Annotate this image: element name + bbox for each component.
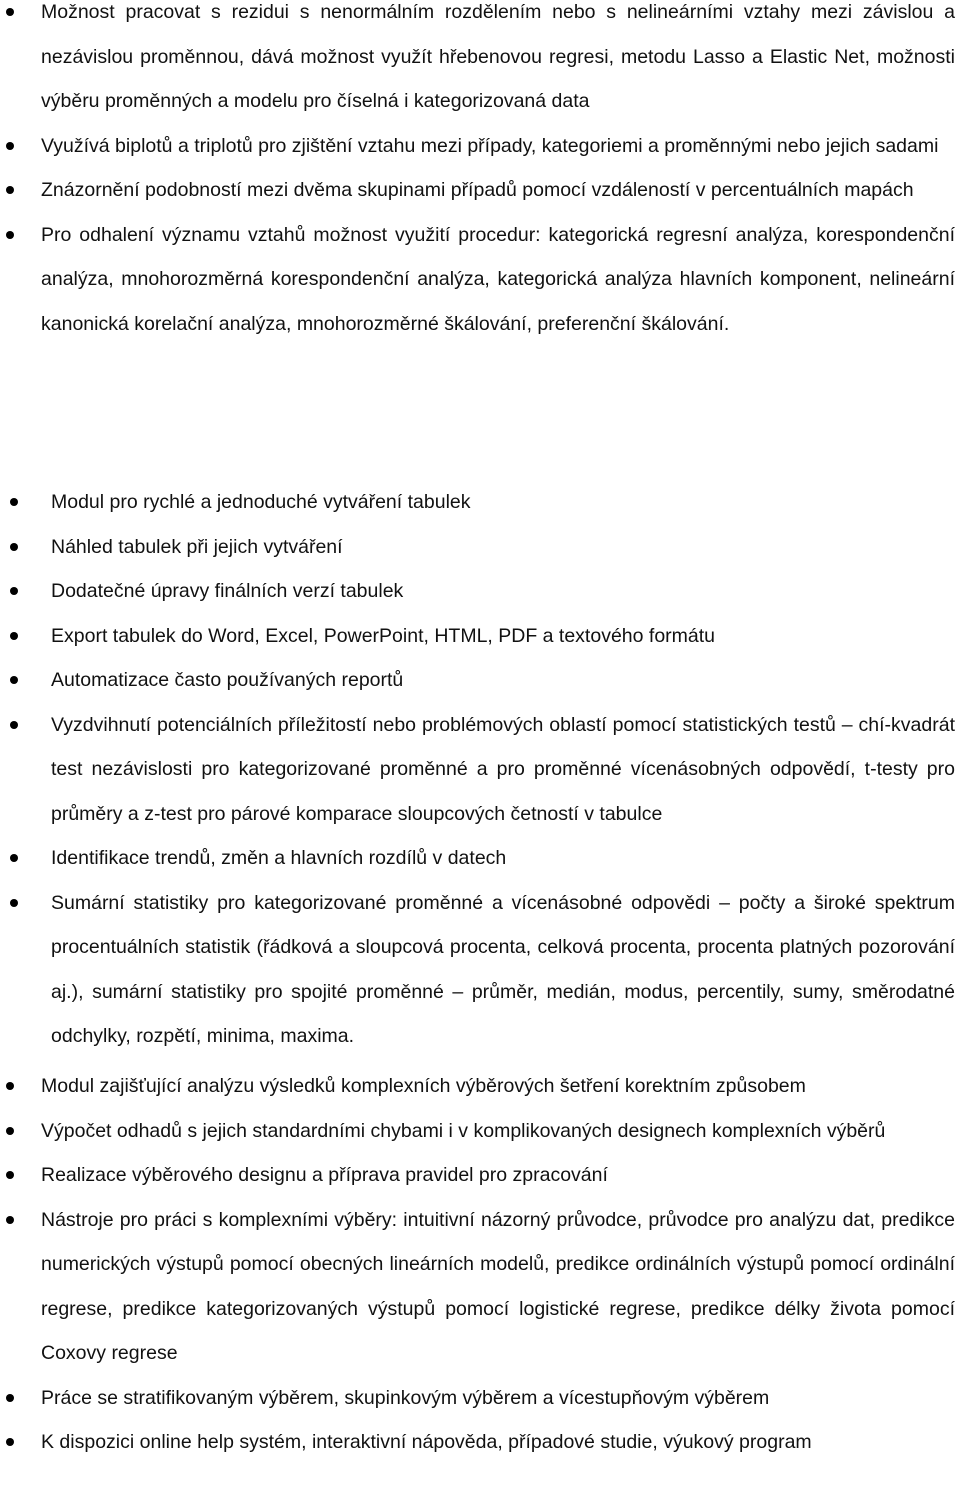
list-item bbox=[0, 1109, 960, 1154]
bullet-list-tables-module bbox=[0, 480, 960, 1059]
list-item-text: Realizace výběrového designu a příprava pravidel pro zpracování bbox=[41, 1164, 608, 1186]
list-item bbox=[0, 480, 960, 525]
list-item-text: Náhled tabulek při jejich vytváření bbox=[51, 535, 343, 558]
bullet-icon bbox=[6, 231, 14, 239]
list-item bbox=[0, 1198, 960, 1376]
list-item-text: Výpočet odhadů s jejich standardními chybami i v komplikovaných designech komplexních výběrů bbox=[41, 1119, 886, 1142]
list-item bbox=[0, 658, 960, 703]
list-item bbox=[0, 1376, 960, 1421]
list-item bbox=[0, 213, 960, 347]
bullet-icon bbox=[6, 1082, 14, 1090]
list-item bbox=[0, 525, 960, 570]
list-item bbox=[0, 836, 960, 881]
bullet-icon bbox=[6, 142, 14, 150]
bullet-icon bbox=[6, 1394, 14, 1402]
list-item bbox=[0, 881, 960, 1059]
list-item-text: Vyzdvihnutí potenciálních příležitostí nebo problémových oblastí pomocí statistických testů – chí-kvadrát test nezávislosti pro kategorizované proměnné a pro proměnné vícenásobných odpovědí, t-testy pro průměry a z-test pro párové komparace sloupcových četností v tabulce bbox=[51, 713, 955, 825]
bullet-icon bbox=[6, 1127, 14, 1135]
bullet-icon bbox=[6, 186, 14, 194]
bullet-icon bbox=[10, 721, 18, 729]
list-item bbox=[0, 168, 960, 213]
list-item-text: K dispozici online help systém, interaktivní nápověda, případové studie, výukový program bbox=[41, 1431, 812, 1453]
list-item-text: Nástroje pro práci s komplexními výběry: intuitivní názorný průvodce, průvodce pro analýzu dat, predikce numerických výstupů pomocí obecných lineárních modelů, predikce ordinálních výstupů pomocí ordinální regrese, predikce kategorizovaných výstupů pomocí logistické regrese, predikce délky života pomocí Coxovy regrese bbox=[41, 1208, 955, 1364]
list-item bbox=[0, 0, 960, 124]
list-item-text: Pro odhalení významu vztahů možnost využití procedur: kategorická regresní analýza, korespondenční analýza, mnohorozměrná korespondenční analýza, kategorická analýza hlavních komponent, nelineární kanonická korelační analýza, mnohorozměrné škálování, preferenční škálování. bbox=[41, 223, 955, 335]
bullet-icon bbox=[10, 854, 18, 862]
list-item-text: Možnost pracovat s rezidui s nenormálním rozdělením nebo s nelineárními vztahy mezi závislou a nezávislou proměnnou, dává možnost využít hřebenovou regresi, metodu Lasso a Elastic Net, možnosti výběru proměnných a modelu pro číselná i kategorizovaná data bbox=[41, 1, 955, 112]
bullet-list-complex-samples bbox=[0, 1064, 960, 1465]
list-item bbox=[0, 1153, 960, 1198]
bullet-icon bbox=[10, 676, 18, 684]
bullet-list-methods bbox=[0, 0, 960, 346]
bullet-icon bbox=[10, 498, 18, 506]
bullet-icon bbox=[10, 632, 18, 640]
list-item bbox=[0, 703, 960, 837]
list-item bbox=[0, 569, 960, 614]
list-item-text: Znázornění podobností mezi dvěma skupinami případů pomocí vzdáleností v percentuálních mapách bbox=[41, 179, 914, 201]
list-item-text: Dodatečné úpravy finálních verzí tabulek bbox=[51, 580, 404, 602]
list-item-text: Modul pro rychlé a jednoduché vytváření tabulek bbox=[51, 491, 471, 513]
list-item-text: Export tabulek do Word, Excel, PowerPoint, HTML, PDF a textového formátu bbox=[51, 624, 716, 647]
list-item-text: Práce se stratifikovaným výběrem, skupinkovým výběrem a vícestupňovým výběrem bbox=[41, 1386, 770, 1409]
list-item-text: Využívá biplotů a triplotů pro zjištění vztahu mezi případy, kategoriemi a proměnnými nebo jejich sadami bbox=[41, 134, 939, 157]
bullet-icon bbox=[10, 899, 18, 907]
list-item-text: Automatizace často používaných reportů bbox=[51, 669, 404, 691]
list-item-text: Modul zajišťující analýzu výsledků komplexních výběrových šetření korektním způsobem bbox=[41, 1075, 806, 1097]
list-item-text: Sumární statistiky pro kategorizované proměnné a vícenásobné odpovědi – počty a široké spektrum procentuálních statistik (řádková a sloupcová procenta, celková procenta, procenta platných pozorování aj.), sumární statistiky pro spojité proměnné – průměr, medián, modus, percentily, sumy, směrodatné odchylky, rozpětí, minima, maxima. bbox=[51, 891, 955, 1047]
bullet-icon bbox=[10, 587, 18, 595]
bullet-icon bbox=[6, 1438, 14, 1446]
bullet-icon bbox=[10, 543, 18, 551]
list-item-text: Identifikace trendů, změn a hlavních rozdílů v datech bbox=[51, 847, 507, 869]
list-item bbox=[0, 1420, 960, 1465]
bullet-icon bbox=[6, 1216, 14, 1224]
list-item bbox=[0, 1064, 960, 1109]
bullet-icon bbox=[6, 1171, 14, 1179]
list-item bbox=[0, 614, 960, 659]
list-item bbox=[0, 124, 960, 169]
bullet-icon bbox=[6, 8, 14, 16]
